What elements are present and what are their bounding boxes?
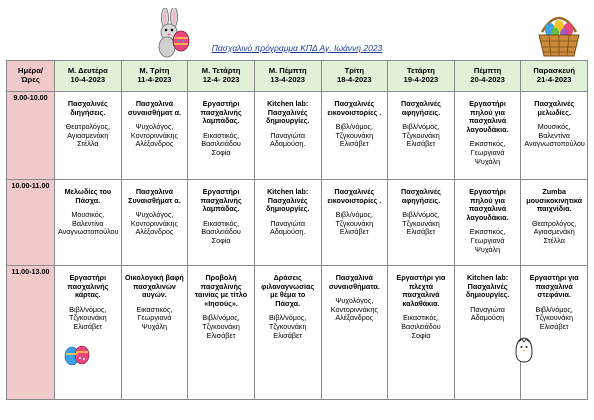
activity-cell: Οικολογική βαφή πασχαλινών αυγών. Εικαστικός, Γεωργιανά Ψυχάλη [121, 266, 188, 400]
activity-cell: Εργαστήρι για πασχαλινά στεφάνια. Βιβλ/νόμος, Τζγκουνάκη Ελισάβετ [521, 266, 588, 400]
activity-cell: Zumba μουσικοκινητικά παιχνίδια. Θεατρολόγος, Αγιασμενάκη Στέλλα [521, 180, 588, 266]
activity-cell: Εργαστήρι πασχαλινής λαμπάδας. Εικαστικός, Βασιλειάδου Σοφία [188, 180, 255, 266]
header-day: Τρίτη 18-4-2023 [321, 61, 388, 92]
header-day: Μ. Τετάρτη 12-4- 2023 [188, 61, 255, 92]
activity-cell: Προβολή πασχαλινής ταινίας με τίτλο «Ιησούς». Βιβλ/νόμος, Τζγκουνάκη Ελισάβετ [188, 266, 255, 400]
time-slot: 10.00-11.00 [7, 180, 55, 266]
activity-cell: Πασχαλινές μελωδίες. Μουσικός, Βαλεντίνα Αναγνωστοπούλου [521, 92, 588, 180]
activity-cell: Μελωδίες του Πάσχα. Μουσικός, Βαλεντίνα Αναγνωστοπούλου [55, 180, 122, 266]
easter-bunny-icon [150, 8, 192, 60]
chick-icon [513, 334, 535, 364]
table-row [7, 92, 588, 180]
header-day: Μ. Πέμπτη 13-4-2023 [254, 61, 321, 92]
activity-cell: Πασχαλινά Συναισθήματ α. Ψυχολόγος, Κοντοριννάκης Αλέξανδρος [121, 180, 188, 266]
easter-eggs-icon [62, 338, 92, 368]
activity-cell: Εργαστήρι πασχαλινής λαμπάδας. Εικαστικός, Βασιλειάδου Σοφία [188, 92, 255, 180]
activity-cell: Εργαστήρι πηλού για πασχαλινά λαγουδάκια. Εικαστικός, Γεωργιανά Ψυχάλη [454, 180, 521, 266]
activity-cell: Πασχαλινές αφηγήσεις. Βιβλ/νόμος, Τζγκουνάκη Ελισάβετ [388, 92, 455, 180]
activity-cell: Πασχαλινές εικονοιστορίες . Βιβλ/νόμος, Τζγκουνάκη Ελισάβετ [321, 180, 388, 266]
activity-cell: Δράσεις φιλαναγνωσίας με θέμα το Πάσχα. Βιβλ/νόμος, Τζγκουνάκη Ελισάβετ [254, 266, 321, 400]
header-day: Μ. Δευτέρα 10-4-2023 [55, 61, 122, 92]
activity-cell: Πασχαλινές αφηγήσεις. Βιβλ/νόμος, Τζγκουνάκη Ελισάβετ [388, 180, 455, 266]
activity-cell: Πασχαλινές διηγήσεις. Θεατρολόγος, Αγιασμενάκη Στέλλα [55, 92, 122, 180]
header-day: Τετάρτη 19-4-2023 [388, 61, 455, 92]
time-slot: 9.00-10.00 [7, 92, 55, 180]
page-title: Πασχαλινό πρόγραμμα ΚΠΔ Αγ. Ιωάννη 2023 [211, 43, 383, 53]
header-day: Παρασκευή 21-4-2023 [521, 61, 588, 92]
table-row [7, 180, 588, 266]
time-slot: 11.00-13.00 [7, 266, 55, 400]
header-day: Μ. Τρίτη 11-4-2023 [121, 61, 188, 92]
activity-cell: Εργαστήρι για πλεχτά πασχαλινά καλαθάκια. Εικαστικός, Βασιλειάδου Σοφία [388, 266, 455, 400]
activity-cell: Εργαστήρι πηλού για πασχαλινά λαγουδάκια. Εικαστικός, Γεωργιανά Ψυχάλη [454, 92, 521, 180]
schedule-table [6, 60, 588, 400]
activity-cell: Kitchen lab: Πασχαλινές δημιουργίες. Παναγιώτα Αδαμούση [454, 266, 521, 400]
activity-cell: Kitchen lab: Πασχαλινές δημιουργίες. Παναγιώτα Αδαμούση. [254, 92, 321, 180]
table-header-row [7, 61, 588, 92]
easter-basket-icon [534, 8, 584, 60]
activity-cell: Kitchen lab: Πασχαλινές δημιουργίες. Παναγιώτα Αδαμούση. [254, 180, 321, 266]
table-row [7, 266, 588, 400]
activity-cell: Πασχαλινά συναισθήματ α. Ψυχολόγος, Κοντοριννάκης Αλέξανδρος [121, 92, 188, 180]
activity-cell: Πασχαλινά συναισθήματα. Ψυχολόγος, Κοντοριννάκης Αλέξανδρος [321, 266, 388, 400]
header-day: Πέμπτη 20-4-2023 [454, 61, 521, 92]
header-corner: Ημέρα/Ώρες [7, 61, 55, 92]
activity-cell: Εργαστήρι πασχαλινής κάρτας. Βιβλ/νόμος, Τζγκουνάκη Ελισάβετ [55, 266, 122, 400]
activity-cell: Πασχαλινές εικονοιστορίες . Βιβλ/νόμος, Τζγκουνάκη Ελισάβετ [321, 92, 388, 180]
